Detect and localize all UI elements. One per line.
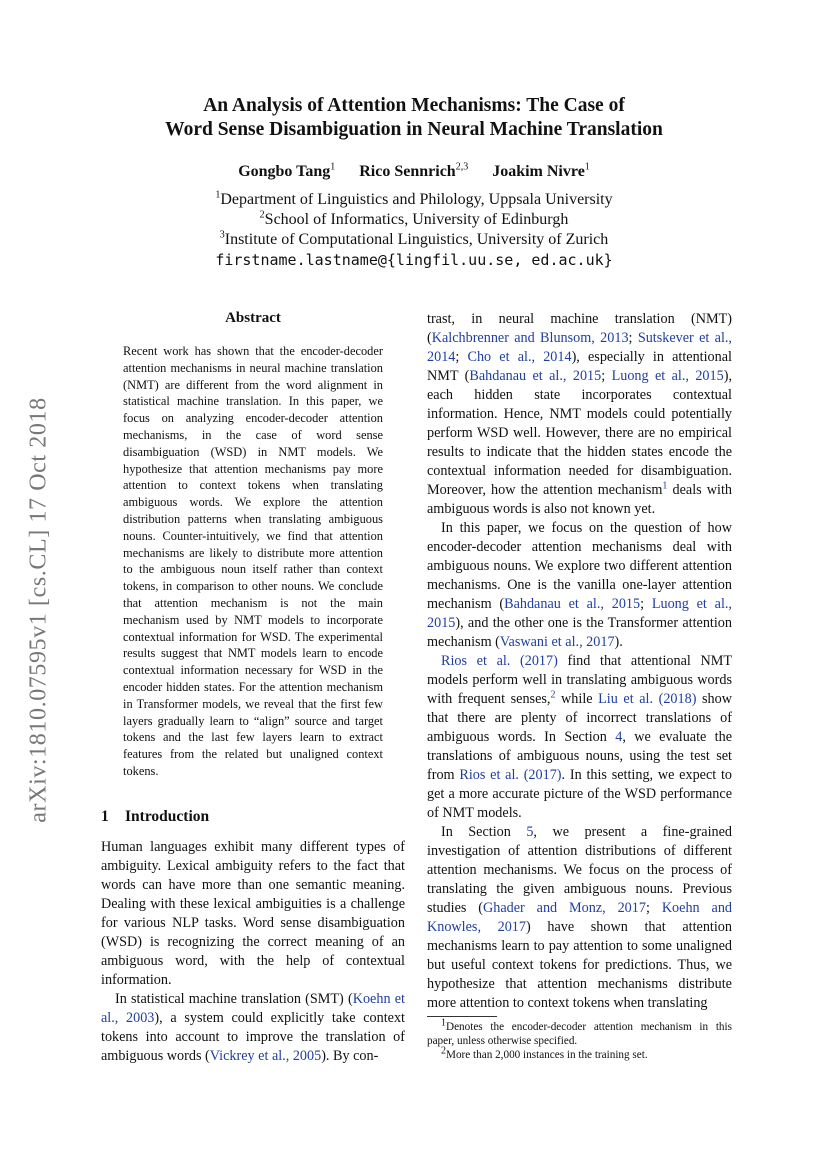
citation-link[interactable]: Sutskever et al., 2014 xyxy=(427,330,732,365)
left-column-body xyxy=(101,838,405,1066)
body-text: ; xyxy=(628,330,638,346)
right-column-body xyxy=(427,310,732,1013)
footnote-2: $^2$More than 2,000 instances in the training set. xyxy=(441,1045,648,1061)
body-text: ; xyxy=(455,349,468,365)
arxiv-identifier: arXiv:1810.07595v1 [cs.CL] 17 Oct 2018 xyxy=(25,397,52,823)
paper-title xyxy=(0,94,828,142)
body-text: trast, in neural machine translation (NMT) ( xyxy=(427,311,732,346)
body-paragraph xyxy=(427,652,732,823)
body-text: show that there are plenty of incorrect translations of ambiguous words. In Section xyxy=(427,691,732,745)
body-text: ), a system could explicitly take context tokens into account to improve the translation of ambiguous words ( xyxy=(101,1010,405,1064)
author-3: Joakim Nivre$^1$ xyxy=(492,161,590,180)
citation-link[interactable]: Luong et al., 2015 xyxy=(427,596,732,631)
body-paragraph xyxy=(427,519,732,652)
footnote-1: $^1$Denotes the encoder-decoder attention mechanism in this paper, unless otherwise specified. xyxy=(427,1017,732,1047)
body-text: ), and the other one is the Transformer attention mechanism ( xyxy=(427,615,732,650)
body-text: ). By con- xyxy=(321,1048,379,1064)
body-text: while xyxy=(555,691,599,707)
citation-link[interactable]: Vaswani et al., 2017 xyxy=(499,634,615,650)
citation-link[interactable]: Kalchbrenner and Blunsom, 2013 xyxy=(431,330,629,346)
body-text: In statistical machine translation (SMT) ( xyxy=(115,991,353,1007)
body-text: ; xyxy=(645,900,662,916)
citation-link[interactable]: Bahdanau et al., 2015 xyxy=(469,368,602,384)
body-text: , we present a fine-grained investigation of attention distributions of different attention mechanisms. We focus on the process of translating the given ambiguous nouns. Previous studies ( xyxy=(427,824,732,916)
body-text: ), each hidden state incorporates contextual information. Hence, NMT models could potentially perform WSD well. However, there are no empirical results to indicate that the hidden states encode the contextual information needed for disambiguation. Moreover, how the attention mechanism xyxy=(427,368,732,498)
body-text: find that attentional NMT models perform well in translating ambiguous words with frequent senses, xyxy=(427,653,732,707)
citation-link[interactable]: Cho et al., 2014 xyxy=(467,349,572,365)
section-number: 1 xyxy=(101,808,109,825)
abstract-text: Recent work has shown that the encoder-decoder attention mechanisms in neural machine translation (NMT) are different from the word alignment in statistical machine translation. In this paper, we focus on analyzing encoder-decoder attention mechanisms, in the case of word sense disambiguation (WSD) in NMT models. We hypothesize that attention mechanisms pay more attention to context tokens when translating ambiguous words. We explore the attention distribution patterns when translating ambiguous nouns. Counter-intuitively, we find that attention mechanisms are likely to distribute more attention to the ambiguous noun itself rather than context tokens, in comparison to other nouns. We conclude that attention mechanism is not the main mechanism used by NMT models to incorporate contextual information for WSD. The experimental results suggest that NMT models learn to encode contextual information necessary for WSD in the encoder hidden states. For the attention mechanism in Transformer models, we reveal that the first few layers gradually learn to “align” source and target tokens and the last few layers learn to extract features from the related but unaligned context tokens. xyxy=(123,344,383,778)
intro-paragraph xyxy=(101,838,405,990)
title-line-2: Word Sense Disambiguation in Neural Machine Translation xyxy=(165,119,663,140)
body-text: ), especially in attentional NMT ( xyxy=(427,349,732,384)
body-text: . In this setting, we expect to get a more accurate picture of the WSD performance of NMT models. xyxy=(427,767,732,821)
footnote-marker[interactable]: 1 xyxy=(662,480,668,492)
body-text: Human languages exhibit many different types of ambiguity. Lexical ambiguity refers to the fact that words can have more than one semantic meaning. Dealing with these lexical ambiguities is a challenge for various NLP tasks. Word sense disambiguation (WSD) is recognizing the correct meaning of an ambiguous word, with the help of contextual information. xyxy=(101,839,405,988)
body-text: In Section xyxy=(441,824,527,840)
citation-link[interactable]: Rios et al. (2017) xyxy=(459,767,562,783)
body-text: ). xyxy=(614,634,623,650)
arxiv-sidebar xyxy=(25,370,52,850)
citation-link[interactable]: Bahdanau et al., 2015 xyxy=(504,596,641,612)
body-text: In this paper, we focus on the question of how encoder-decoder attention mechanisms deal with ambiguous nouns. We explore two different attention mechanisms. One is the vanilla one-layer attention mechanism ( xyxy=(427,520,732,612)
intro-paragraph xyxy=(101,990,405,1066)
section-title: Introduction xyxy=(125,808,210,825)
footnote-divider xyxy=(427,1016,497,1017)
citation-link[interactable]: 4 xyxy=(615,729,623,745)
body-text: ; xyxy=(601,368,612,384)
section-heading-introduction xyxy=(101,808,209,826)
citation-link[interactable]: 5 xyxy=(526,824,534,840)
body-text: ; xyxy=(640,596,652,612)
citation-link[interactable]: Koehn and Knowles, 2017 xyxy=(427,900,733,935)
citation-link[interactable]: Rios et al. (2017) xyxy=(441,653,558,669)
footnote-marker[interactable]: 2 xyxy=(550,689,556,701)
body-paragraph xyxy=(427,823,732,1013)
author-email: firstname.lastname@{lingfil.uu.se, ed.ac.uk} xyxy=(215,251,613,269)
affiliation-1: $^1$Department of Linguistics and Philology, Uppsala University xyxy=(215,189,613,208)
body-paragraph xyxy=(427,310,732,519)
affiliations xyxy=(0,190,828,270)
citation-link[interactable]: Ghader and Monz, 2017 xyxy=(483,900,646,916)
title-line-1: An Analysis of Attention Mechanisms: The Case of xyxy=(203,95,625,116)
citation-link[interactable]: Liu et al. (2018) xyxy=(598,691,697,707)
abstract-heading: Abstract xyxy=(225,310,281,326)
affiliation-2: $^2$School of Informatics, University of Edinburgh xyxy=(259,209,569,228)
citation-link[interactable]: Luong et al., 2015 xyxy=(611,368,724,384)
citation-link[interactable]: Vickrey et al., 2005 xyxy=(209,1048,322,1064)
body-text: ) have shown that attention mechanisms learn to pay attention to some unaligned but useful context tokens for predictions. Thus, we hypothesize that attention mechanisms distribute more attention to context tokens when translating xyxy=(427,919,732,1011)
body-text: deals with ambiguous words is also not known yet. xyxy=(427,482,732,517)
author-list xyxy=(0,162,828,182)
body-text: , we evaluate the translations of ambiguous nouns, using the test set from xyxy=(427,729,732,783)
author-1: Gongbo Tang$^1$ xyxy=(238,161,336,180)
affiliation-3: $^3$Institute of Computational Linguistics, University of Zurich xyxy=(219,229,609,248)
author-2: Rico Sennrich$^{2,3}$ xyxy=(359,161,469,180)
citation-link[interactable]: Koehn et al., 2003 xyxy=(101,991,405,1026)
